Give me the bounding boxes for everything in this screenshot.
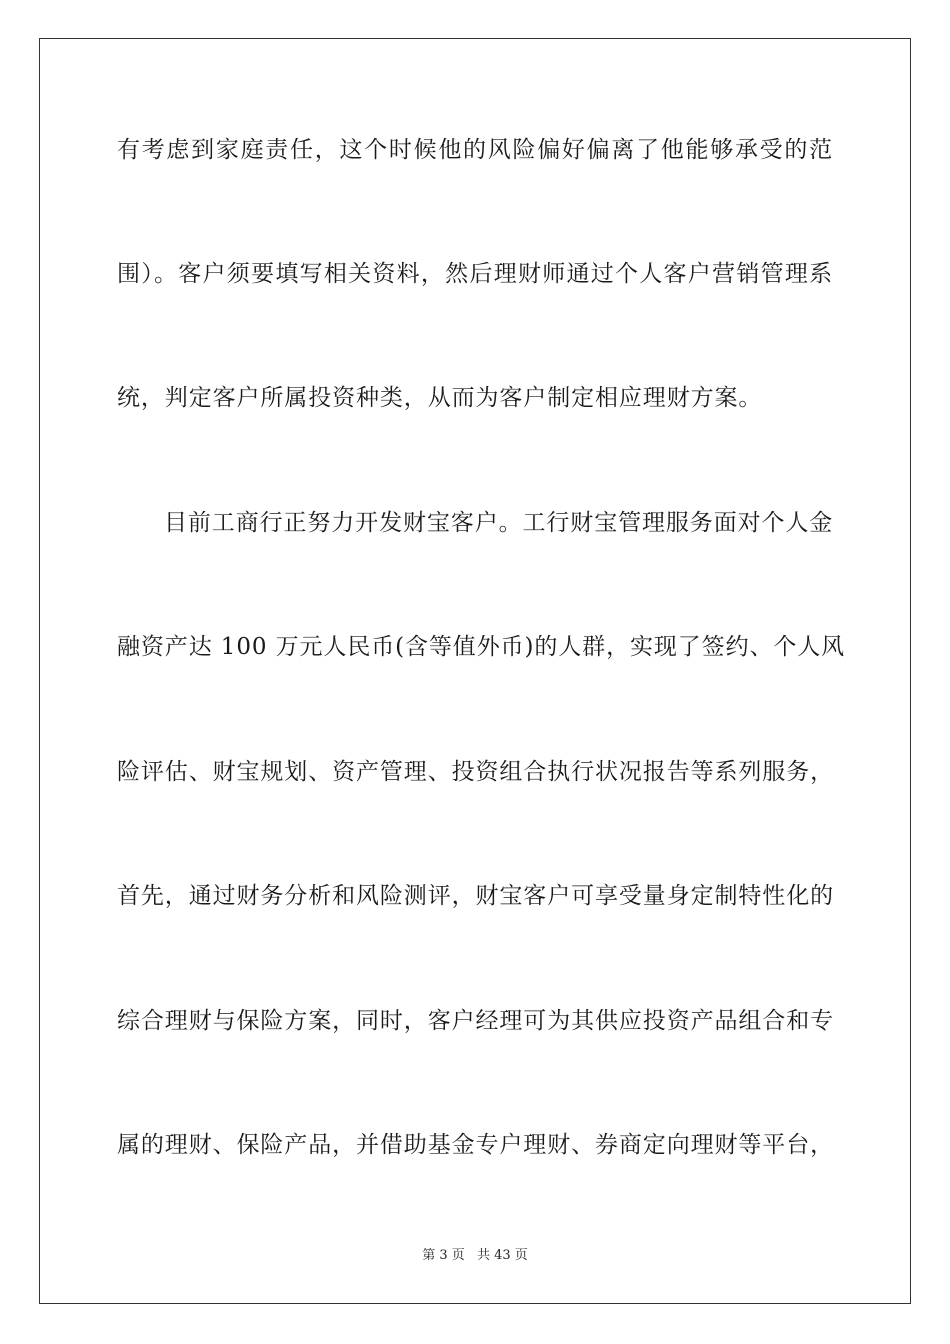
paragraph-line: 有考虑到家庭责任，这个时候他的风险偏好偏离了他能够承受的范	[117, 137, 833, 163]
paragraph-line: 融资产达 100 万元人民币(含等值外币)的人群，实现了签约、个人风	[117, 634, 846, 660]
paragraph-line: 综合理财与保险方案，同时，客户经理可为其供应投资产品组合和专	[117, 1008, 834, 1034]
paragraph-line: 首先，通过财务分析和风险测评，财宝客户可享受量身定制特性化的	[117, 883, 834, 909]
paragraph-line: 统，判定客户所属投资种类，从而为客户制定相应理财方案。	[117, 385, 763, 411]
page-border	[39, 38, 911, 1304]
paragraph-line: 属的理财、保险产品，并借助基金专户理财、券商定向理财等平台，	[117, 1132, 834, 1158]
paragraph-line: 围）。客户须要填写相关资料，然后理财师通过个人客户营销管理系	[117, 261, 833, 287]
paragraph-line: 险评估、财宝规划、资产管理、投资组合执行状况报告等系列服务，	[117, 759, 834, 785]
page-footer	[0, 1247, 950, 1265]
page-number: 第 3 页	[422, 1248, 465, 1263]
paragraph-line: 目前工商行正努力开发财宝客户。工行财宝管理服务面对个人金	[164, 510, 834, 536]
page-total: 共 43 页	[476, 1248, 528, 1263]
